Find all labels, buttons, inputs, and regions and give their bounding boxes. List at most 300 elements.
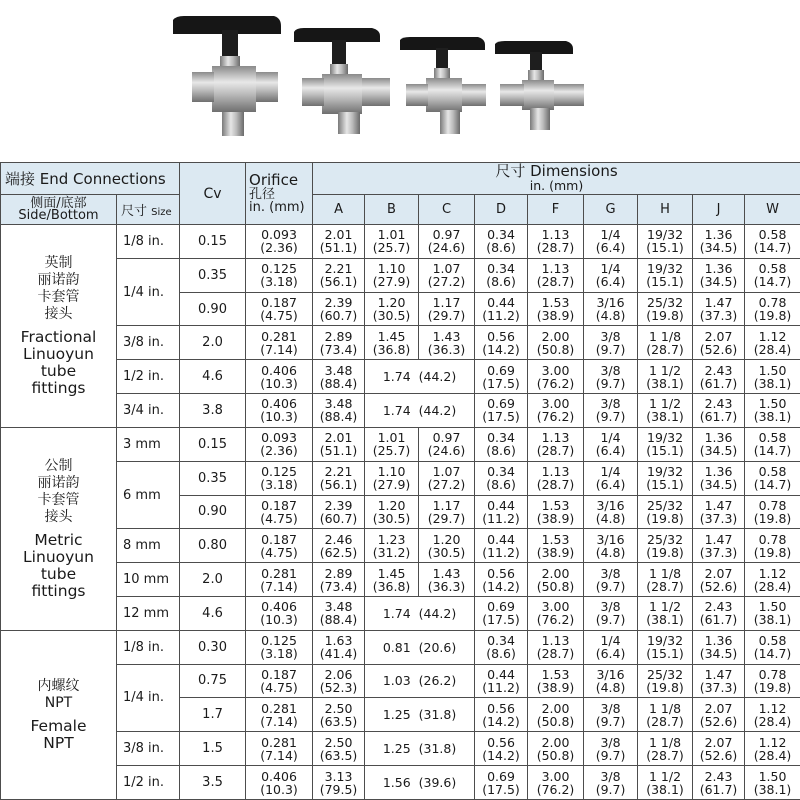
inch-value: 0.78 (758, 531, 787, 547)
inch-value: 2.43 (704, 599, 733, 615)
cell-w (745, 563, 800, 597)
mm-value: (2.36) (260, 240, 298, 256)
inch-value: 3.00 (541, 362, 570, 378)
cell-h (638, 360, 693, 394)
inch-value: 2.50 (324, 700, 353, 716)
inch-value: 1.47 (704, 531, 733, 547)
cell-orifice (246, 698, 313, 732)
mm-value: (25.7) (372, 443, 411, 459)
inch-value: 1.20 (377, 295, 406, 311)
mm-value: (3.18) (260, 646, 298, 662)
inch-value: 1 1/8 (648, 565, 682, 581)
mm-value: (14.7) (753, 646, 792, 662)
cell-d (475, 495, 528, 529)
cell-j (693, 630, 745, 664)
inch-value: 1 1/8 (648, 700, 682, 716)
cv-cell: 0.80 (180, 529, 246, 563)
cell-g (584, 766, 638, 800)
cell-c (419, 495, 475, 529)
inch-value: 1 1/8 (648, 328, 682, 344)
cell-h (638, 427, 693, 461)
cell-d (475, 292, 528, 326)
mm-value: (19.8) (753, 510, 792, 526)
inch-value: 1.13 (541, 430, 570, 446)
inch-value: 1.07 (432, 261, 461, 277)
mm-value: (60.7) (319, 308, 358, 324)
cell-orifice (246, 360, 313, 394)
cell-f (528, 394, 584, 428)
mm-value: (9.7) (595, 781, 626, 797)
inch-value: 2.00 (541, 700, 570, 716)
cell-bc-merged: 1.25 (31.8) (365, 732, 475, 766)
cell-a (313, 732, 365, 766)
col-g-header: G (584, 195, 638, 225)
inch-value: 1.13 (541, 633, 570, 649)
inch-value: 0.406 (261, 362, 297, 378)
cell-h (638, 630, 693, 664)
table-row (1, 427, 800, 461)
size-cell: 1/4 in. (117, 258, 180, 326)
cell-g (584, 360, 638, 394)
mm-value: (28.4) (753, 713, 792, 729)
inch-value: 1.12 (758, 700, 787, 716)
cell-bc-merged: 0.81 (20.6) (365, 630, 475, 664)
cell-c (419, 225, 475, 259)
mm-value: (15.1) (646, 477, 684, 493)
mm-value: (7.14) (260, 713, 298, 729)
orifice-header: Orifice 孔径 in. (mm) (246, 163, 313, 225)
cell-j (693, 292, 745, 326)
inch-value: 1/4 (600, 633, 621, 649)
group-zh-line: 内螺纹 (37, 677, 80, 694)
group-en-line: tube (40, 564, 77, 583)
inch-value: 1.50 (758, 396, 787, 412)
inch-value: 0.56 (487, 565, 515, 581)
group-en-line: Linuoyun (23, 344, 94, 363)
cell-orifice (246, 664, 313, 698)
mm-value: (37.3) (699, 679, 738, 695)
inch-value: 25/32 (647, 666, 684, 682)
cell-a (313, 529, 365, 563)
cv-cell: 2.0 (180, 326, 246, 360)
inch-value: 2.07 (704, 734, 733, 750)
mm-value: (14.7) (753, 240, 792, 256)
cell-a (313, 664, 365, 698)
cell-d (475, 427, 528, 461)
mm-value: (15.1) (646, 443, 684, 459)
cv-cell: 0.75 (180, 664, 246, 698)
inch-value: 19/32 (647, 430, 684, 446)
cell-orifice (246, 630, 313, 664)
inch-value: 0.78 (758, 666, 787, 682)
group-zh-line: 接头 (44, 508, 73, 525)
inch-value: 2.21 (324, 261, 353, 277)
mm-value: (6.4) (595, 443, 626, 459)
cell-w (745, 360, 800, 394)
mm-value: (4.75) (260, 510, 298, 526)
table-row (1, 630, 800, 664)
mm-value: (19.8) (646, 308, 684, 324)
inch-value: 1.01 (377, 227, 406, 243)
mm-value: (52.6) (699, 578, 738, 594)
connection-group-2 (1, 427, 117, 630)
mm-value: (34.5) (699, 646, 738, 662)
mm-value: (28.7) (646, 713, 684, 729)
cell-h (638, 563, 693, 597)
col-c-header: C (419, 195, 475, 225)
dimensions-header: 尺寸 Dimensions in. (mm) (313, 163, 800, 195)
mm-value: (79.5) (319, 781, 358, 797)
cell-h (638, 732, 693, 766)
cell-f (528, 563, 584, 597)
mm-value: (15.1) (646, 274, 684, 290)
cell-j (693, 664, 745, 698)
mm-value: (38.1) (753, 375, 792, 391)
mm-value: (17.5) (482, 409, 520, 425)
inch-value: 0.56 (487, 734, 515, 750)
cell-g (584, 630, 638, 664)
cell-w (745, 326, 800, 360)
cell-h (638, 766, 693, 800)
mm-value: (4.75) (260, 679, 298, 695)
mm-value: (76.2) (536, 612, 575, 628)
inch-value: 1.53 (541, 497, 570, 513)
specification-table (0, 162, 800, 800)
cell-h (638, 258, 693, 292)
mm-value: (50.8) (536, 747, 575, 763)
cell-j (693, 461, 745, 495)
inch-value: 1.47 (704, 666, 733, 682)
cell-w (745, 461, 800, 495)
group-zh-line: 英制 (44, 254, 73, 271)
cell-d (475, 630, 528, 664)
group-en-line: fittings (31, 378, 86, 397)
group-en-line: fittings (31, 581, 86, 600)
inch-value: 1.12 (758, 328, 787, 344)
cell-d (475, 563, 528, 597)
mm-value: (50.8) (536, 341, 575, 357)
table-row (1, 258, 800, 292)
side-bottom-header: 侧面/底部 Side/Bottom (1, 195, 117, 225)
col-b-header: B (365, 195, 419, 225)
mm-value: (34.5) (699, 240, 738, 256)
inch-value: 0.69 (487, 396, 515, 412)
mm-value: (28.7) (646, 747, 684, 763)
table-row (1, 360, 800, 394)
mm-value: (63.5) (319, 747, 358, 763)
inch-value: 3/8 (600, 734, 621, 750)
inch-value: 1.43 (432, 565, 461, 581)
group-en-line: Metric (34, 530, 83, 549)
mm-value: (25.7) (372, 240, 411, 256)
cell-w (745, 225, 800, 259)
group-en-line: Female (30, 716, 87, 735)
cell-f (528, 732, 584, 766)
mm-value: (50.8) (536, 578, 575, 594)
mm-value: (38.9) (536, 679, 575, 695)
inch-value: 1.45 (377, 565, 406, 581)
mm-value: (38.1) (753, 781, 792, 797)
cell-c (419, 427, 475, 461)
mm-value: (38.9) (536, 308, 575, 324)
inch-value: 0.44 (487, 295, 515, 311)
group-label-zh (1, 678, 116, 712)
size-cell: 1/2 in. (117, 360, 180, 394)
inch-value: 1.47 (704, 295, 733, 311)
cell-orifice (246, 326, 313, 360)
mm-value: (14.2) (482, 747, 520, 763)
cell-g (584, 225, 638, 259)
cell-a (313, 461, 365, 495)
size-cell: 3/4 in. (117, 394, 180, 428)
inch-value: 2.43 (704, 396, 733, 412)
cell-h (638, 461, 693, 495)
cell-g (584, 292, 638, 326)
inch-value: 2.43 (704, 768, 733, 784)
inch-value: 2.07 (704, 328, 733, 344)
mm-value: (38.9) (536, 544, 575, 560)
cell-c (419, 326, 475, 360)
cell-orifice (246, 292, 313, 326)
mm-value: (62.5) (319, 544, 358, 560)
inch-value: 1.20 (377, 497, 406, 513)
mm-value: (15.1) (646, 240, 684, 256)
inch-value: 3/16 (596, 497, 625, 513)
valve-photo-2 (294, 28, 390, 134)
inch-value: 1.17 (432, 295, 461, 311)
mm-value: (2.36) (260, 443, 298, 459)
mm-value: (76.2) (536, 781, 575, 797)
inch-value: 2.89 (324, 565, 353, 581)
cell-f (528, 360, 584, 394)
cell-b (365, 258, 419, 292)
size-cell: 6 mm (117, 461, 180, 529)
cell-w (745, 766, 800, 800)
cell-h (638, 698, 693, 732)
cell-d (475, 529, 528, 563)
cv-cell: 1.7 (180, 698, 246, 732)
cell-g (584, 326, 638, 360)
cell-c (419, 529, 475, 563)
cell-b (365, 292, 419, 326)
cell-a (313, 698, 365, 732)
inch-value: 1.50 (758, 362, 787, 378)
cell-b (365, 563, 419, 597)
cell-a (313, 563, 365, 597)
cell-f (528, 258, 584, 292)
mm-value: (10.3) (260, 781, 298, 797)
mm-value: (52.3) (319, 679, 358, 695)
inch-value: 0.56 (487, 700, 515, 716)
mm-value: (11.2) (482, 308, 520, 324)
table-row (1, 596, 800, 630)
mm-value: (4.75) (260, 308, 298, 324)
mm-value: (28.7) (646, 578, 684, 594)
cell-orifice (246, 427, 313, 461)
inch-value: 2.46 (324, 531, 353, 547)
cell-j (693, 394, 745, 428)
size-cell: 10 mm (117, 563, 180, 597)
cell-w (745, 258, 800, 292)
size-cell: 1/4 in. (117, 664, 180, 732)
mm-value: (8.6) (486, 646, 516, 662)
mm-value: (27.9) (372, 477, 411, 493)
inch-value: 2.07 (704, 700, 733, 716)
inch-value: 1.20 (432, 531, 461, 547)
table-row (1, 563, 800, 597)
mm-value: (9.7) (595, 341, 626, 357)
inch-value: 2.00 (541, 734, 570, 750)
cv-header: Cv (180, 163, 246, 225)
cell-f (528, 630, 584, 664)
mm-value: (63.5) (319, 713, 358, 729)
cell-orifice (246, 529, 313, 563)
mm-value: (56.1) (319, 274, 358, 290)
valve-photo-3 (400, 37, 486, 134)
cv-cell: 3.5 (180, 766, 246, 800)
cell-d (475, 394, 528, 428)
group-zh-line: 卡套管 (37, 491, 80, 508)
mm-value: (11.2) (482, 510, 520, 526)
mm-value: (29.7) (427, 510, 466, 526)
inch-value: 2.89 (324, 328, 353, 344)
cell-b (365, 495, 419, 529)
cell-bc-merged: 1.74 (44.2) (365, 596, 475, 630)
cell-w (745, 630, 800, 664)
inch-value: 19/32 (647, 633, 684, 649)
mm-value: (36.8) (372, 341, 411, 357)
inch-value: 0.281 (261, 734, 297, 750)
mm-value: (19.8) (753, 308, 792, 324)
cv-cell: 3.8 (180, 394, 246, 428)
mm-value: (9.7) (595, 409, 626, 425)
cell-orifice (246, 258, 313, 292)
inch-value: 3/16 (596, 295, 625, 311)
col-f-header: F (528, 195, 584, 225)
cell-d (475, 225, 528, 259)
inch-value: 1.63 (324, 633, 353, 649)
valve-photo-1 (173, 16, 281, 136)
cell-f (528, 766, 584, 800)
mm-value: (30.5) (372, 510, 411, 526)
inch-value: 1.50 (758, 768, 787, 784)
inch-value: 0.34 (487, 227, 515, 243)
mm-value: (8.6) (486, 443, 516, 459)
mm-value: (6.4) (595, 274, 626, 290)
cell-a (313, 225, 365, 259)
cell-g (584, 461, 638, 495)
cell-a (313, 258, 365, 292)
mm-value: (51.1) (319, 240, 358, 256)
mm-value: (73.4) (319, 341, 358, 357)
mm-value: (10.3) (260, 409, 298, 425)
group-label-en (1, 329, 116, 397)
cell-j (693, 698, 745, 732)
mm-value: (28.4) (753, 341, 792, 357)
cell-c (419, 461, 475, 495)
mm-value: (76.2) (536, 409, 575, 425)
mm-value: (37.3) (699, 510, 738, 526)
cell-bc-merged: 1.56 (39.6) (365, 766, 475, 800)
cell-w (745, 394, 800, 428)
cell-orifice (246, 461, 313, 495)
inch-value: 25/32 (647, 531, 684, 547)
inch-value: 0.97 (432, 227, 461, 243)
inch-value: 0.34 (487, 464, 515, 480)
inch-value: 3/16 (596, 666, 625, 682)
cell-w (745, 529, 800, 563)
mm-value: (10.3) (260, 375, 298, 391)
inch-value: 0.58 (758, 464, 787, 480)
mm-value: (73.4) (319, 578, 358, 594)
mm-value: (38.9) (536, 510, 575, 526)
cell-f (528, 326, 584, 360)
inch-value: 0.34 (487, 261, 515, 277)
table-row (1, 225, 800, 259)
inch-value: 1.10 (377, 261, 406, 277)
mm-value: (52.6) (699, 713, 738, 729)
inch-value: 2.50 (324, 734, 353, 750)
inch-value: 1.45 (377, 328, 406, 344)
inch-value: 1.50 (758, 599, 787, 615)
inch-value: 1.53 (541, 531, 570, 547)
inch-value: 1 1/8 (648, 734, 682, 750)
mm-value: (24.6) (427, 443, 466, 459)
inch-value: 3.13 (324, 768, 353, 784)
col-a-header: A (313, 195, 365, 225)
group-zh-line: 公制 (44, 457, 73, 474)
inch-value: 0.58 (758, 430, 787, 446)
mm-value: (14.7) (753, 477, 792, 493)
inch-value: 1.12 (758, 565, 787, 581)
mm-value: (36.3) (427, 341, 466, 357)
cell-b (365, 529, 419, 563)
group-en-line: tube (40, 361, 77, 380)
mm-value: (8.6) (486, 477, 516, 493)
cv-cell: 0.15 (180, 225, 246, 259)
cell-b (365, 427, 419, 461)
valve-photos (0, 0, 800, 160)
inch-value: 2.07 (704, 565, 733, 581)
cv-cell: 1.5 (180, 732, 246, 766)
inch-value: 1/4 (600, 227, 621, 243)
inch-value: 0.187 (261, 531, 297, 547)
cell-bc-merged: 1.74 (44.2) (365, 394, 475, 428)
mm-value: (24.6) (427, 240, 466, 256)
specification-rows (1, 225, 800, 800)
mm-value: (37.3) (699, 308, 738, 324)
cell-c (419, 258, 475, 292)
cv-cell: 0.35 (180, 258, 246, 292)
group-zh-line: 卡套管 (37, 288, 80, 305)
inch-value: 0.187 (261, 497, 297, 513)
cell-f (528, 427, 584, 461)
cell-g (584, 698, 638, 732)
mm-value: (14.2) (482, 578, 520, 594)
group-zh-line: NPT (44, 694, 73, 711)
inch-value: 1 1/2 (648, 362, 682, 378)
inch-value: 3/8 (600, 565, 621, 581)
cell-a (313, 630, 365, 664)
cell-h (638, 292, 693, 326)
mm-value: (9.7) (595, 375, 626, 391)
group-en-line: Linuoyun (23, 547, 94, 566)
cell-a (313, 326, 365, 360)
mm-value: (51.1) (319, 443, 358, 459)
mm-value: (60.7) (319, 510, 358, 526)
mm-value: (61.7) (699, 375, 738, 391)
cell-g (584, 495, 638, 529)
